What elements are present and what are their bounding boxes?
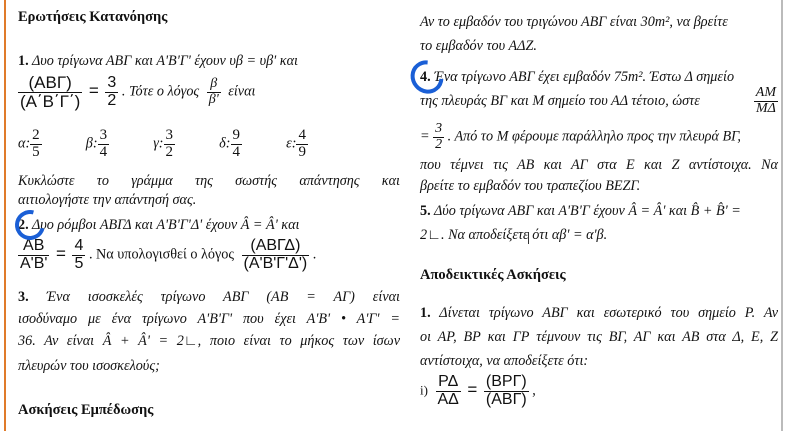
fraction-denominator: A'B' (20, 254, 48, 272)
question-1-value-fraction (105, 75, 118, 110)
fraction-denominator: (ΑΒΓ) (485, 390, 527, 408)
proof-1-line-1 (420, 304, 778, 323)
exercise-3-tail-line-2: το εμβαδόν του ΑΔΖ. (420, 38, 537, 54)
question-3-line-2: ισοδύναμο με ένα τρίγωνο Α'Β'Γ' που έχει Α'Β' • Α'Γ' = (18, 311, 400, 327)
question-1-instruction-line-1: Κυκλώστε το γράμμα της σωστής απάντησης και (18, 173, 400, 189)
fraction-numerator: 3 (107, 74, 117, 92)
question-3-line-3: 36. Αν είναι Â + Â' = 2∟, ποιο είναι το μήκος των ίσων (18, 333, 400, 349)
exercise-5-line-1 (420, 202, 741, 221)
proof-1-line-3: αντίστοιχα, να αποδείξετε ότι: (420, 353, 589, 369)
question-2-number: 2. (18, 217, 29, 233)
option-d-fraction (231, 128, 243, 161)
option-a-label: α: (18, 135, 31, 152)
fraction-numerator: 4 (298, 127, 306, 143)
option-e-label: ε: (286, 135, 297, 152)
exercise-4-number: 4. (420, 69, 431, 85)
exercise-5-line-2: 2∟. Να αποδείξετε ότι αβ' = α'β. (420, 227, 608, 243)
question-3-line-4: πλευρών του ισοσκελούς; (18, 358, 160, 374)
fraction-denominator: 5 (32, 143, 40, 160)
right-border (781, 0, 783, 431)
fraction-denominator: 2 (165, 143, 174, 160)
fraction-numerator: ΑΜ (755, 85, 776, 100)
option-a-fraction (30, 128, 42, 161)
question-1-ratio-text: . Τότε ο λόγος (121, 83, 200, 100)
question-1-number: 1. (18, 53, 29, 69)
exercise-4-line-4: που τέμνει τις ΑΒ και ΑΓ στα Ε και Ζ αντίστοιχα. Να (420, 157, 778, 173)
heading-proof-exercises: Αποδεικτικές Ασκήσεις (420, 267, 566, 283)
exercise-4-line-5: βρείτε το εμβαδόν του τραπεζίου ΒΕΖΓ. (420, 178, 641, 194)
question-2-side-fraction (18, 238, 49, 273)
equals-sign: = (88, 80, 99, 100)
question-1-ratio-fraction (207, 77, 221, 107)
exercise-5-text: Δύο τρίγωνα ΑΒΓ και Α'Β'Γ έχουν Â = Â' και B̂ + B̂' = (433, 203, 741, 219)
question-2-ratio-fraction (242, 238, 310, 273)
fraction-numerator: 2 (32, 127, 40, 143)
item-i-label: i) (420, 382, 428, 398)
option-b-fraction (98, 128, 110, 161)
equals-sign: = (56, 243, 66, 263)
fraction-denominator: 5 (74, 254, 84, 272)
exercise-4-line-2 (420, 85, 778, 116)
proof-1-line-2: οι ΑΡ, ΒΡ και ΓΡ τέμνουν τις ΒΓ, ΑΓ και ΑΒ στα Δ, Ε, Ζ (420, 329, 778, 345)
proof-1-text: Δίνεται τρίγωνο ΑΒΓ και εσωτερικό του σημείο Ρ. Αν (439, 305, 779, 321)
question-1-options (18, 128, 398, 161)
option-c-label: γ: (153, 135, 164, 152)
option-c (153, 128, 175, 161)
option-e (286, 128, 308, 161)
text-cursor-icon (528, 232, 535, 244)
exercise-4-ratio-fraction (754, 86, 778, 116)
fraction-denominator: ΑΔ (437, 390, 459, 408)
question-3-text: Ένα ισοσκελές τρίγωνο ΑΒΓ (ΑΒ = ΑΓ) είναι (46, 289, 400, 305)
item-i-right-fraction (484, 374, 529, 409)
proof-1-item-i (420, 374, 536, 409)
fraction-denominator: (Α΄Β΄Γ΄) (20, 91, 81, 111)
question-2-ratio-text: . Να υπολογισθεί ο λόγος (88, 246, 234, 263)
fraction-denominator: β' (208, 91, 219, 107)
exercise-4-value-fraction (433, 122, 444, 152)
question-1-end-text: είναι (228, 83, 256, 100)
exercise-5-number: 5. (420, 203, 431, 219)
fraction-numerator: 4 (74, 237, 84, 254)
fraction-denominator: (Α'Β'Γ'Δ') (243, 254, 308, 272)
question-2-value-fraction (72, 238, 85, 273)
option-c-fraction (164, 128, 176, 161)
item-i-end: , (532, 382, 536, 399)
exercise-4-line-3 (420, 122, 741, 152)
exercise-4-text: Ένα τρίγωνο ΑΒΓ έχει εμβαδόν 75m². Έστω Δ σημείο (434, 69, 735, 85)
fraction-numerator: 3 (99, 127, 108, 143)
exercise-4-text-2: της πλευράς ΒΓ και Μ σημείο του ΑΔ τέτοιο, ώστε (420, 93, 700, 109)
question-2-line-1 (18, 216, 300, 235)
exercise-4-line-1 (420, 68, 734, 87)
question-1-line-2 (18, 74, 255, 111)
fraction-numerator: 3 (435, 121, 443, 136)
fraction-numerator: AB (23, 237, 45, 254)
exercise-4-text-3: . Από το Μ φέρουμε παράλληλο προς την πλευρά ΒΓ, (447, 128, 741, 145)
fraction-denominator: 9 (298, 143, 306, 160)
question-3-line-1 (18, 288, 400, 307)
proof-1-number: 1. (420, 305, 431, 321)
question-2-line-2 (18, 238, 316, 273)
option-a (18, 128, 42, 161)
question-1-area-fraction (18, 74, 82, 111)
fraction-numerator: (ΑΒΓ) (28, 73, 72, 92)
left-border (4, 0, 6, 431)
fraction-numerator: (ΑΒΓΔ) (250, 237, 301, 254)
question-2-text: Δυο ρόμβοι ΑΒΓΔ και Α'Β'Γ'Δ' έχουν Â = Â' και (31, 217, 300, 233)
item-i-left-fraction (436, 374, 461, 409)
question-2-end: . (312, 246, 317, 263)
question-3-number: 3. (18, 289, 29, 305)
question-1-text: Δυο τρίγωνα ΑΒΓ και Α'Β'Γ' έχουν υβ = υβ' και (31, 53, 298, 69)
option-b (86, 128, 109, 161)
fraction-denominator: 2 (107, 91, 117, 109)
fraction-denominator: 2 (435, 136, 443, 152)
option-e-fraction (296, 128, 308, 161)
option-b-label: β: (85, 135, 98, 152)
exercise-3-tail-line-1: Αν το εμβαδόν του τριγώνου ΑΒΓ είναι 30m², να βρείτε (420, 14, 728, 30)
fraction-denominator: 4 (232, 143, 240, 160)
fraction-numerator: ΡΔ (438, 373, 459, 390)
fraction-denominator: ΜΔ (755, 100, 776, 116)
question-1-line-1 (18, 52, 298, 71)
question-1-instruction-line-2: αιτιολογήστε την απάντησή σας. (18, 192, 197, 208)
option-d (219, 128, 242, 161)
option-d-label: δ: (219, 135, 231, 152)
equals-sign: = (420, 128, 430, 145)
fraction-numerator: (ΒΡΓ) (485, 373, 527, 390)
fraction-numerator: β (210, 76, 218, 92)
heading-consolidation-exercises: Ασκήσεις Εμπέδωσης (18, 402, 154, 418)
heading-understanding-questions: Ερωτήσεις Κατανόησης (18, 9, 168, 25)
fraction-numerator: 9 (232, 127, 240, 143)
equals-sign: = (467, 379, 478, 399)
fraction-numerator: 3 (165, 127, 174, 143)
fraction-denominator: 4 (99, 143, 108, 160)
